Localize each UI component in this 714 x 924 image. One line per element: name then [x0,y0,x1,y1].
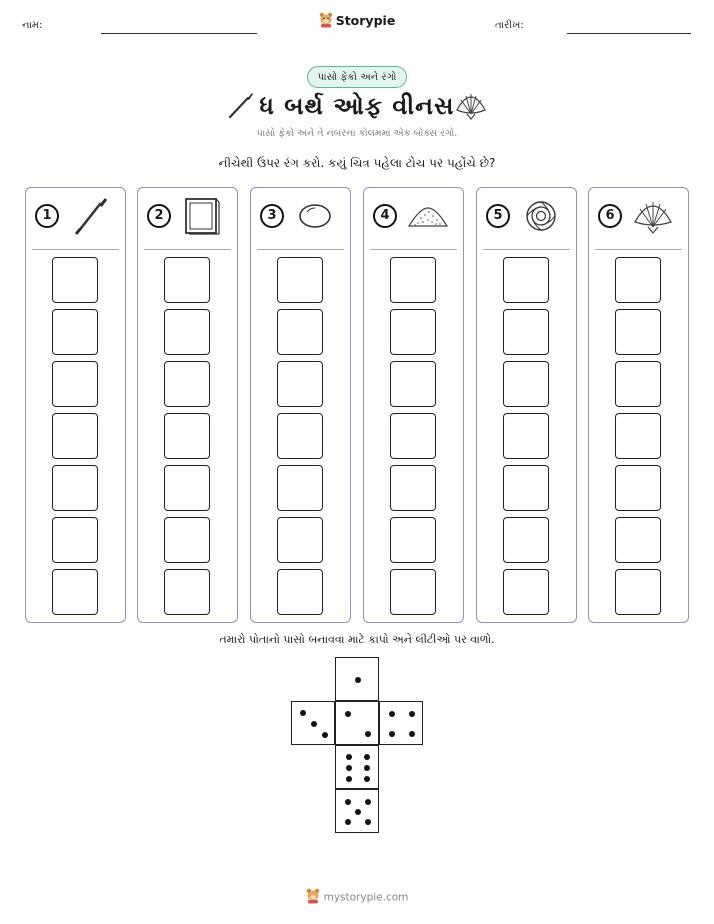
dice-pip [364,776,370,782]
seashell-icon [631,196,675,236]
color-box[interactable] [390,257,436,303]
seashell-title-icon [454,90,488,124]
canvas-icon [180,196,224,236]
storypie-footer-logo-icon [306,888,320,907]
column-divider [144,249,231,250]
color-box[interactable] [277,413,323,459]
sand-pile-icon [406,196,450,236]
color-box[interactable] [277,257,323,303]
name-label: નામ: [22,20,43,31]
dice-pip [364,754,370,760]
color-box[interactable] [615,465,661,511]
color-box[interactable] [503,361,549,407]
storypie-logo-icon [319,12,333,31]
dice-pip [355,809,361,815]
date-line[interactable] [567,33,691,34]
color-box[interactable] [390,517,436,563]
color-box[interactable] [390,361,436,407]
name-line[interactable] [101,33,257,34]
dice-pip [345,799,351,805]
column-5 [476,187,577,623]
column-number: 1 [35,204,59,228]
color-box[interactable] [164,257,210,303]
column-4 [363,187,464,623]
color-box[interactable] [164,569,210,615]
dice-face-4 [379,701,423,745]
rose-icon [519,196,563,236]
dice-pip [365,799,371,805]
column-divider [595,249,682,250]
dice-pip [346,765,352,771]
dice-pip [389,711,395,717]
dice-face-6 [335,745,379,789]
color-box[interactable] [164,413,210,459]
color-box[interactable] [277,517,323,563]
page-title: ધ બર્થ ઓફ વીનસ [259,92,455,120]
dice-pip [365,819,371,825]
dice-pip [355,677,361,683]
column-number: 4 [373,204,397,228]
color-box[interactable] [615,257,661,303]
color-box[interactable] [615,569,661,615]
column-number: 2 [147,204,171,228]
color-box[interactable] [503,257,549,303]
brand [0,12,714,31]
color-box[interactable] [615,413,661,459]
column-divider [483,249,570,250]
color-box[interactable] [503,517,549,563]
color-box[interactable] [390,309,436,355]
column-number: 3 [260,204,284,228]
footer-url: mystorypie.com [323,891,409,904]
column-2 [137,187,238,623]
color-box[interactable] [164,517,210,563]
dice-pip [345,711,351,717]
dice-pip [311,721,317,727]
color-box[interactable] [615,309,661,355]
column-divider [257,249,344,250]
dice-pip [346,776,352,782]
color-box[interactable] [390,465,436,511]
instruction-text: નીચેથી ઉપર રંગ કરો. કયું ચિત્ર પહેલા ટોચ પર પહોંચે છે? [218,156,496,170]
dice-pip [300,710,306,716]
color-box[interactable] [503,413,549,459]
color-box[interactable] [52,569,98,615]
color-box[interactable] [390,413,436,459]
dice-pip [346,754,352,760]
paintbrush-icon [68,196,112,236]
color-box[interactable] [277,569,323,615]
color-box[interactable] [52,517,98,563]
footer [0,888,714,907]
column-3 [250,187,351,623]
page-subtitle: પાસો ફેંકો અને તે નંબરના કોલમમાં એક બોક્સ રંગો. [256,128,458,139]
color-box[interactable] [277,465,323,511]
color-box[interactable] [164,361,210,407]
dice-pip [364,765,370,771]
activity-pill: પાસો ફેંકો અને રંગો [307,66,407,88]
color-box[interactable] [390,569,436,615]
color-box[interactable] [164,309,210,355]
color-box[interactable] [52,257,98,303]
dice-pip [365,731,371,737]
column-6 [588,187,689,623]
date-label: તારીખ: [495,20,524,31]
color-box[interactable] [164,465,210,511]
color-box[interactable] [277,361,323,407]
dice-pip [389,731,395,737]
color-box[interactable] [615,361,661,407]
color-box[interactable] [503,309,549,355]
column-divider [32,249,119,250]
color-box[interactable] [277,309,323,355]
color-box[interactable] [503,569,549,615]
color-box[interactable] [503,465,549,511]
dice-face-1 [335,657,379,701]
color-box[interactable] [52,413,98,459]
dice-pip [345,819,351,825]
pearl-icon [293,196,337,236]
color-box[interactable] [52,309,98,355]
color-box[interactable] [52,361,98,407]
color-box[interactable] [615,517,661,563]
dice-pip [409,731,415,737]
column-divider [370,249,457,250]
dice-face-3 [291,701,335,745]
dice-face-2 [335,701,379,745]
dice-face-5 [335,789,379,833]
cut-instruction: તમારો પોતાનો પાસો બનાવવા માટે કાપો અને લીટીઓ પર વાળો. [219,633,495,646]
dice-pip [322,732,328,738]
dice-pip [409,711,415,717]
column-1 [25,187,126,623]
column-number: 5 [486,204,510,228]
column-number: 6 [598,204,622,228]
brand-name: Storypie [335,13,396,28]
color-box[interactable] [52,465,98,511]
